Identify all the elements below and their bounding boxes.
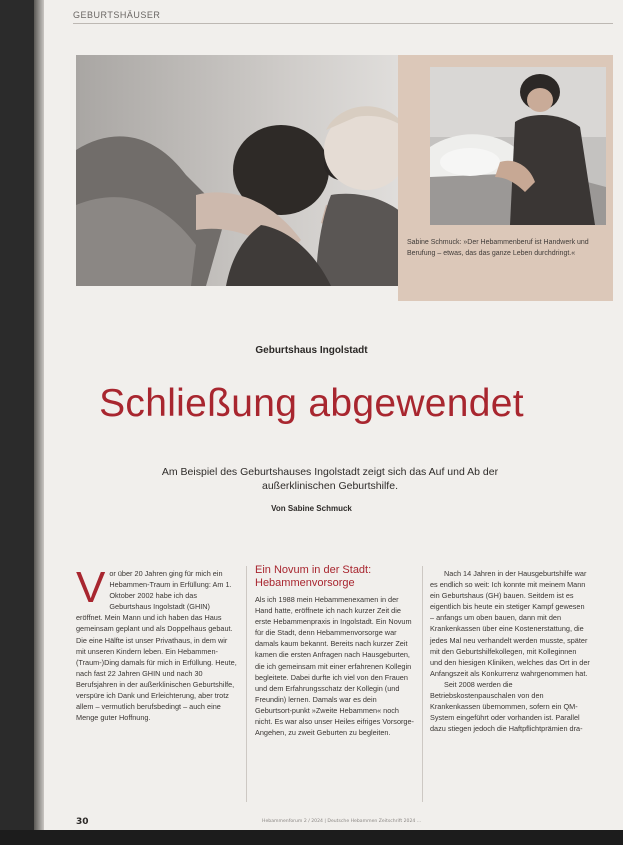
article-column-1 xyxy=(76,563,238,723)
main-photo xyxy=(76,55,427,286)
secondary-photo xyxy=(430,67,606,225)
body-paragraph: Nach 14 Jahren in der Hausgeburtshilfe war es endlich so weit: Ich konnte mit meinem Mann ein Geburtshaus (GH) bauen. Seitdem ist es eigentlich bis heute ein stetiger Kampf gewesen – anfangs um oben bauen, dann mit den Krankenkassen über eine Kostenerstattung, die jedes Mal neu verhandelt werden musste, später mit den Geburtshilfekollegen, mit Kolleginnen und den hiesigen Kliniken, welches das Ort in der Anfangszeit als Konkurrenz wahrgenommen hat. xyxy=(430,569,590,678)
photo-caption: Sabine Schmuck: »Der Hebammenberuf ist Handwerk und Berufung – etwas, das das ganze Leben durchdringt.« xyxy=(407,239,589,257)
body-paragraph: Als ich 1988 mein Hebammenexamen in der Hand hatte, eröffnete ich nach kurzer Zeit die erste Hebammenpraxis in Ingolstadt. Ein Novum für die Stadt, denn Hebammenvorsorge war damals kaum bekannt. Bereits nach kurzer Zeit kamen die ersten Anfragen nach Hausgeburten, die ich gemeinsam mit einer erfahrenen Kollegin begleitete. Dabei durfte ich viel von den Frauen und dem Erfahrungsschatz der Kollegin (und Freundin) lernen. Damals war es dein Geburtsort-punkt »Zweite Hebammen« noch nicht. Es war also unser Heiles eifriges Vorsorge-Angehen, zu zweit Geburten zu begleiten. xyxy=(255,595,414,738)
section-rule xyxy=(73,23,613,24)
article-kicker: Geburtshaus Ingolstadt xyxy=(255,345,368,356)
section-label: GEBURTSHÄUSER xyxy=(73,10,161,20)
drop-cap: V xyxy=(76,563,106,612)
article-lead: Am Beispiel des Geburtshauses Ingolstadt zeigt sich das Auf und Ab der außerklinischen Geburtshilfe. xyxy=(161,466,499,492)
mother-child-photo xyxy=(76,55,427,286)
scan-border xyxy=(0,830,623,845)
article-column-3 xyxy=(430,568,590,734)
article-column-2 xyxy=(255,564,415,738)
midwife-photo xyxy=(430,67,606,225)
column-divider xyxy=(422,566,423,802)
article-byline: Von Sabine Schmuck xyxy=(271,504,352,513)
page-number: 30 xyxy=(76,817,89,827)
column-divider xyxy=(246,566,247,802)
body-paragraph: or über 20 Jahren ging für mich ein Hebammen-Traum in Erfüllung: Am 1. Oktober 2002 habe ich das Geburtshaus Ingolstadt (GHIN) eröffnet. Mein Mann und ich haben das Haus gemeinsam geplant und als Doppelhaus gebaut. Die eine Hälfte ist unser Privathaus, in dem wir mit unseren Kindern leben. Ein Hebammen-(Traum-)Ding damals für mich in Erfüllung. Heute, nach fast 22 Jahren GHIN und nach 30 Berufsjahren in der außerklinischen Geburtshilfe, verspüre ich Dank und Erleichterung, aber trotz allem – vermutlich berufsbedingt – auch eine Menge guter Hoffnung. xyxy=(76,569,237,723)
article-headline: Schließung abgewendet xyxy=(99,382,524,425)
body-paragraph: Seit 2008 werden die Betriebskostenpauschalen von den Krankenkassen übernommen, sofern ein QM-System eingeführt oder vorhanden ist. Parallel dazu stiegen jedoch die Haftpflichtprämien dra- xyxy=(430,679,583,734)
footer-text: Hebammenforum 2 / 2024 | Deutsche Hebammen Zeitschrift 2024 ... xyxy=(262,819,422,824)
subheading: Ein Novum in der Stadt: Hebammenvorsorge xyxy=(255,564,372,589)
